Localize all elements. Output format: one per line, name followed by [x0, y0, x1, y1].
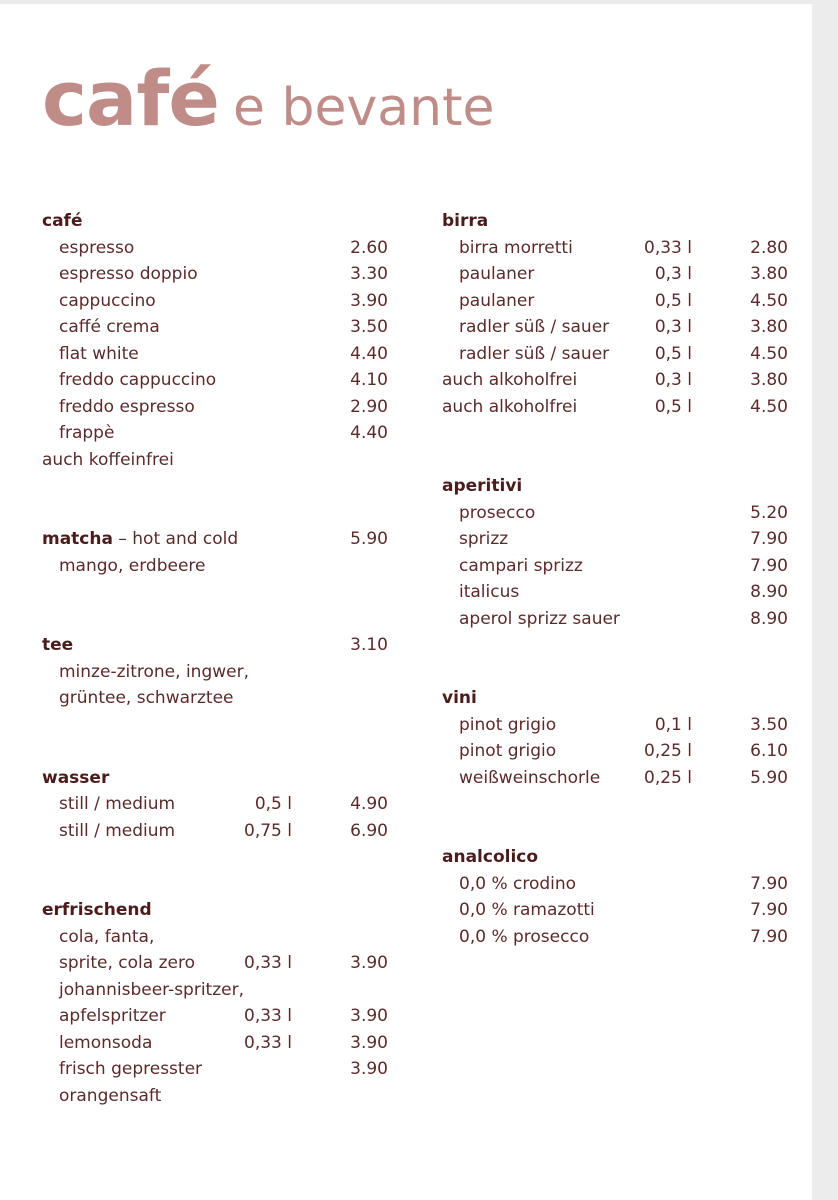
item-price: 3.90 [350, 290, 388, 311]
item-price: 7.90 [750, 555, 788, 576]
item-name: cola, fanta, [59, 926, 155, 947]
item-volume: 0,3 l [654, 264, 692, 284]
menu-item [42, 288, 392, 315]
menu-item [42, 1030, 392, 1057]
section-heading: birra [442, 211, 489, 231]
menu-item [42, 261, 392, 288]
item-name: espresso doppio [59, 264, 198, 284]
menu-item [442, 288, 792, 315]
item-price: 3.50 [750, 714, 788, 735]
menu-item [42, 924, 392, 951]
item-price: 5.20 [750, 502, 788, 523]
item-volume: 0,1 l [654, 714, 692, 735]
menu-item [442, 765, 792, 792]
menu-page [0, 4, 812, 1200]
item-volume: 0,5 l [654, 343, 692, 364]
item-name: birra morretti [459, 237, 573, 258]
item-price: 8.90 [750, 582, 788, 602]
item-volume: 0,25 l [644, 767, 692, 788]
item-price: 6.10 [750, 741, 788, 761]
heading-text: tee [42, 635, 74, 655]
item-name: weißweinschorle [459, 767, 601, 788]
item-name: aperol sprizz sauer [459, 608, 620, 629]
item-price: 4.40 [350, 343, 388, 364]
item-name: pinot grigio [459, 714, 557, 735]
item-price: 3.80 [750, 370, 788, 390]
item-name: frappè [59, 423, 115, 443]
menu-item [442, 871, 792, 898]
item-description: grüntee, schwarztee [59, 688, 234, 708]
item-price: 5.90 [350, 529, 388, 549]
section-aperitivi [442, 473, 792, 632]
section-heading: vini [442, 688, 477, 708]
item-price: 3.30 [350, 264, 388, 284]
section-tee [42, 632, 392, 712]
menu-item [442, 738, 792, 765]
item-name: sprite, cola zero [59, 953, 195, 973]
item-name: freddo espresso [59, 396, 195, 417]
item-name: pinot grigio [459, 741, 557, 761]
item-volume: 0,5 l [254, 794, 292, 814]
item-name: auch alkoholfrei [442, 370, 578, 390]
item-name: espresso [59, 237, 135, 258]
menu-item [442, 394, 792, 421]
item-name: flat white [59, 343, 139, 364]
item-price: 3.50 [350, 317, 388, 337]
section-cafe [42, 208, 392, 473]
item-name: campari sprizz [459, 555, 583, 576]
item-volume: 0,5 l [654, 396, 692, 417]
item-price: 2.90 [350, 396, 388, 417]
item-price: 3.90 [350, 953, 388, 973]
menu-item [42, 235, 392, 262]
item-price: 7.90 [750, 873, 788, 894]
item-name: italicus [459, 582, 520, 602]
section-birra [442, 208, 792, 420]
item-price: 8.90 [750, 608, 788, 629]
item-price: 3.90 [350, 1006, 388, 1026]
menu-item [442, 261, 792, 288]
item-price: 6.90 [350, 820, 388, 841]
item-price: 4.90 [350, 794, 388, 814]
menu-item [42, 367, 392, 394]
item-price: 4.50 [750, 290, 788, 311]
menu-item [42, 950, 392, 977]
item-price: 3.90 [350, 1032, 388, 1053]
item-price: 2.60 [350, 237, 388, 258]
section-erfrischend [42, 897, 392, 1109]
menu-item [42, 1003, 392, 1030]
menu-item [442, 579, 792, 606]
left-column [42, 208, 392, 1109]
item-name: lemonsoda [59, 1032, 153, 1053]
section-heading [42, 632, 392, 659]
menu-item [442, 500, 792, 527]
item-description: mango, erdbeere [59, 555, 206, 576]
menu-item [42, 341, 392, 368]
page-title [42, 54, 494, 143]
menu-item [42, 791, 392, 818]
item-volume: 0,33 l [244, 1032, 292, 1053]
item-price: 3.80 [750, 317, 788, 337]
menu-item [442, 897, 792, 924]
item-volume: 0,33 l [644, 237, 692, 258]
section-heading: café [42, 211, 83, 231]
item-name: apfelspritzer [59, 1006, 166, 1026]
section-heading: aperitivi [442, 476, 523, 496]
menu-item [442, 553, 792, 580]
item-name: paulaner [459, 290, 535, 311]
item-volume: 0,3 l [654, 317, 692, 337]
item-name: sprizz [459, 529, 509, 549]
item-name: radler süß / sauer [459, 317, 610, 337]
section-matcha [42, 526, 392, 579]
item-name: 0,0 % prosecco [459, 926, 590, 947]
menu-item [442, 712, 792, 739]
menu-item [442, 341, 792, 368]
item-description: minze-zitrone, ingwer, [59, 661, 249, 682]
page-edge [812, 0, 838, 1200]
item-volume: 0,33 l [244, 1006, 292, 1026]
item-price: 3.80 [750, 264, 788, 284]
menu-item [42, 314, 392, 341]
section-vini [442, 685, 792, 791]
menu-item [442, 314, 792, 341]
menu-item [442, 235, 792, 262]
item-name: paulaner [459, 264, 535, 284]
menu-item [42, 420, 392, 447]
item-volume: 0,75 l [244, 820, 292, 841]
item-price: 5.90 [750, 767, 788, 788]
item-name: 0,0 % ramazotti [459, 900, 595, 920]
item-name: still / medium [59, 794, 176, 814]
item-price: 3.10 [350, 635, 388, 655]
item-name: radler süß / sauer [459, 343, 610, 364]
menu-item [442, 606, 792, 633]
item-volume: 0,25 l [644, 741, 692, 761]
right-column [442, 208, 792, 950]
item-name: still / medium [59, 820, 176, 841]
item-name: johannisbeer-spritzer, [59, 979, 244, 1000]
heading-suffix: – hot and cold [112, 529, 239, 549]
item-price: 3.90 [350, 1059, 388, 1079]
item-price: 7.90 [750, 529, 788, 549]
menu-item [42, 818, 392, 845]
title-bold: café [42, 54, 219, 143]
item-price: 4.10 [350, 370, 388, 390]
item-volume: 0,3 l [654, 370, 692, 390]
item-name: frisch gepresster [59, 1059, 203, 1079]
heading-text: matcha [42, 529, 113, 549]
item-price: 7.90 [750, 900, 788, 920]
menu-item [442, 526, 792, 553]
item-name: 0,0 % crodino [459, 873, 577, 894]
item-price: 4.50 [750, 396, 788, 417]
item-price: 2.80 [750, 237, 788, 258]
menu-item [42, 1083, 392, 1110]
item-name: orangensaft [59, 1085, 162, 1106]
menu-item [42, 1056, 392, 1083]
item-price: 4.40 [350, 423, 388, 443]
title-light: e bevante [232, 78, 495, 138]
item-name: auch alkoholfrei [442, 396, 578, 417]
item-name: freddo cappuccino [59, 370, 217, 390]
section-analcolico [442, 844, 792, 950]
section-wasser [42, 765, 392, 845]
section-heading: erfrischend [42, 900, 152, 920]
section-heading [42, 526, 392, 553]
item-price: 4.50 [750, 343, 788, 364]
menu-item [442, 367, 792, 394]
menu-item [42, 394, 392, 421]
section-note: auch koffeinfrei [42, 449, 174, 470]
item-volume: 0,5 l [654, 290, 692, 311]
menu-item [42, 977, 392, 1004]
menu-item [442, 924, 792, 951]
section-heading: wasser [42, 767, 110, 788]
item-price: 7.90 [750, 926, 788, 947]
section-heading: analcolico [442, 847, 539, 867]
item-name: prosecco [459, 502, 536, 523]
item-volume: 0,33 l [244, 953, 292, 973]
item-name: caffé crema [59, 317, 160, 337]
item-name: cappuccino [59, 290, 156, 311]
